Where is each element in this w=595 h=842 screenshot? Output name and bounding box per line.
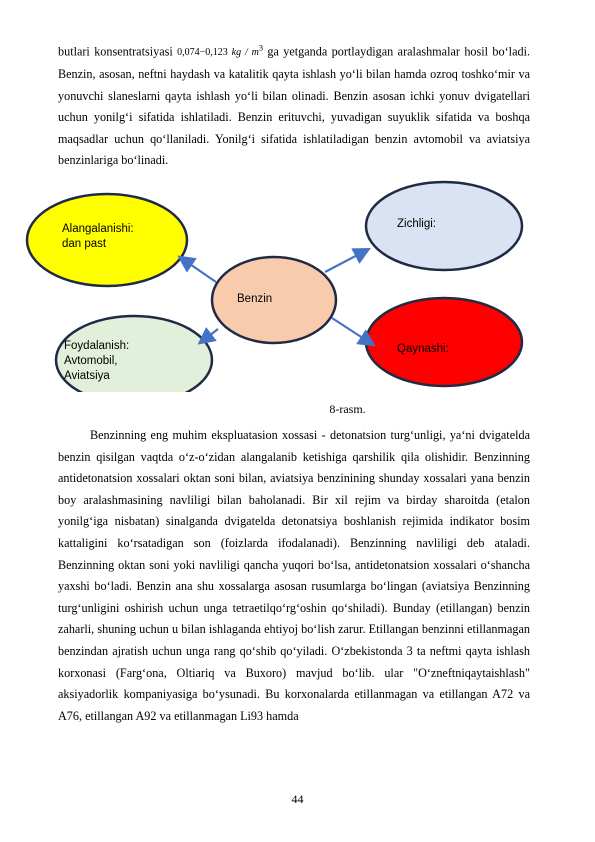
- arrow-to-ignition: [181, 258, 216, 282]
- benzin-properties-diagram: [0, 172, 595, 392]
- paragraph-intro: [58, 38, 530, 172]
- arrow-to-usage: [201, 329, 218, 342]
- formula-value: 0,074−0,123: [177, 47, 228, 59]
- boiling-label: Qaynashi:: [397, 343, 449, 355]
- concentration-formula: [177, 44, 263, 59]
- density-oval: [366, 182, 522, 270]
- paragraph-intro-rest: ga yetganda portlaydigan aralashmalar hosil bo‘ladi. Benzin, asosan, neftni haydash va katalitik qayta ishlash yo‘li bilan hamda ozroq toshko‘mir va yonuvchi slaneslarni qayta ishlash yo‘li bilan olinadi. Benzin asosan ichki yonuv dvigatellari uchun yonilg‘i sifatida ishlatiladi. Benzin erituvchi, yuvadigan suyuklik sifatida va boshqa maqsadlar uchun qo‘llaniladi. Yonilg‘i sifatida ishlatiladigan benzin avtomobil va aviatsiya benzinlariga bo‘linadi.: [58, 44, 531, 168]
- benzin-oval: [212, 257, 336, 343]
- paragraph-detonation: Benzinning eng muhim ekspluatasion xossasi - detonatsion turg‘unligi, ya‘ni dvigatelda benzin qisilgan vaqtda o‘z-o‘zidan alangalanib ketishiga qarshilik qila olishidir. Benzinning antidetonatsion xossalari oktan soni bilan, aviatsiya benzinining shunday xossalari yana benzin boy aralashmasining navliligi bilan baholanadi. Bir xil rejim va birday sharoitda (etalon yonilg‘iga nisbatan) sinalganda dvigatelda detonatsiya boshlanish rejimida indikator bosim kattaligini ko‘rsatadigan son (foizlarda ifodalanadi). Benzinning navliligi deb ataladi. Benzinning oktan soni yoki navliligi qancha yuqori bo‘lsa, antidetonatsion xossalari o‘shancha yaxshi bo‘ladi. Benzin ana shu xossalarga asosan rusumlarga bo‘lingan (aviatsiya Benzinning turg‘unligini oshirish uchun unga tetraetilqo‘rg‘oshin qo‘shiladi). Bunday (etillangan) benzin zaharli, shuning uchun u bilan ishlaganda ehtiyoj bo‘lish zarur. Etillangan benzinni etillanmagan benzindan ajratish uchun unga rang qo‘shib qo‘yiladi. O‘zbekistonda 3 ta neftmi qayta ishlash korxonasi (Farg‘ona, Oltiariq va Buxoro) mavjud bo‘lib. ular "O‘zneftniqaytaishlash" aksiyadorlik kompaniyasiga bo‘ysunadi. Bu korxonalarda etillanmagan va etillangan A72 va A76, etillangan A92 va etillanmagan Li93 hamda: [58, 428, 530, 723]
- usage-label: Foydalanish: Avtomobil, Aviatsiya: [64, 340, 130, 382]
- ignition-label: Alangalanishi: dan past: [62, 223, 134, 250]
- figure-caption: 8-rasm.: [329, 402, 366, 416]
- arrow-to-boiling: [332, 318, 372, 344]
- density-label: Zichligi:: [397, 218, 436, 230]
- benzin-label: Benzin: [237, 293, 273, 305]
- arrow-to-density: [325, 250, 367, 272]
- formula-exponent: 3: [258, 44, 263, 53]
- page-number: 44: [291, 792, 304, 806]
- formula-unit: kg / m: [231, 47, 259, 59]
- paragraph-intro-start: butlari konsentratsiyasi: [58, 44, 178, 59]
